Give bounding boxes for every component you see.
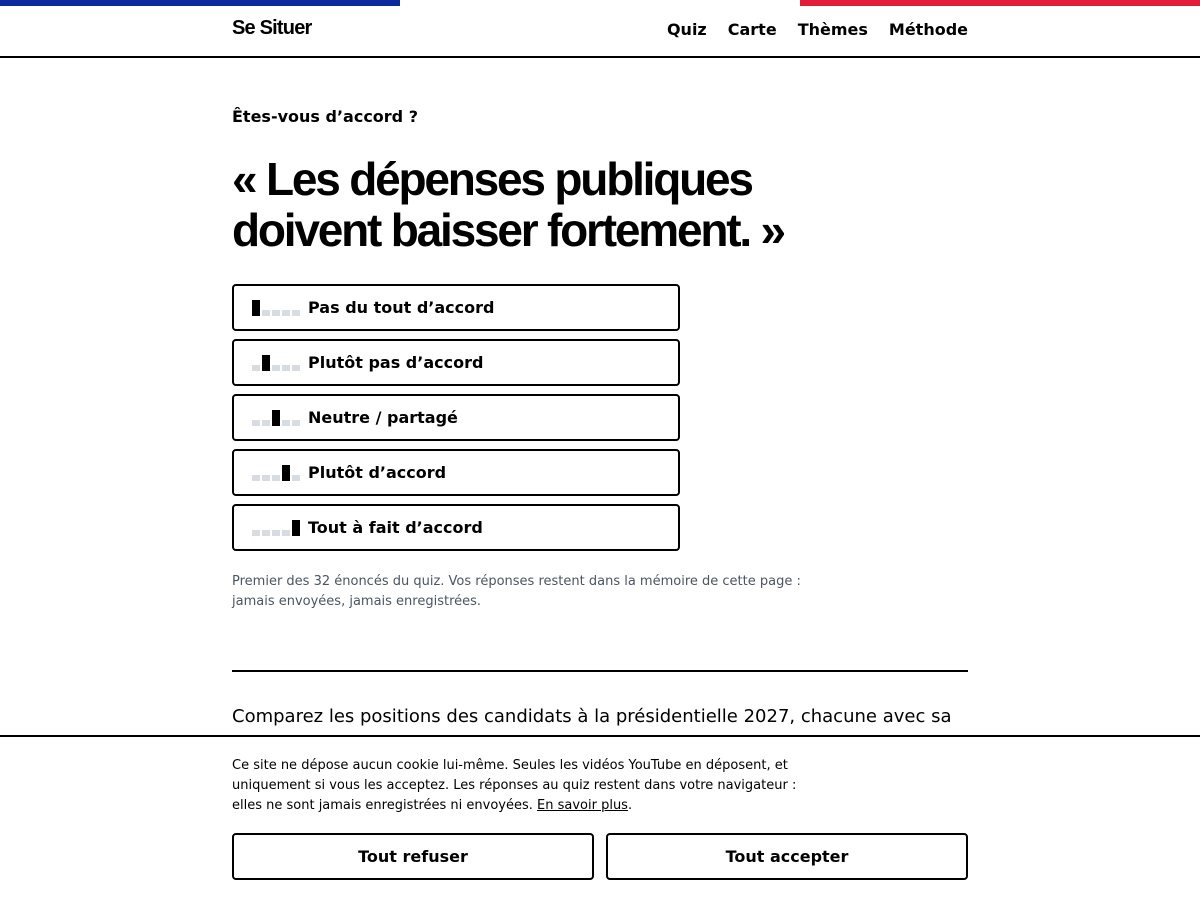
- site-header: [0, 6, 1200, 58]
- agreement-scale-icon: [252, 520, 300, 536]
- agreement-scale-icon: [252, 465, 300, 481]
- agreement-scale-icon: [252, 355, 300, 371]
- option-label: Neutre / partagé: [308, 408, 458, 427]
- agreement-scale-icon: [252, 300, 300, 316]
- cookie-message: Ce site ne dépose aucun cookie lui-même. Seules les vidéos YouTube en déposent, et uniquement si vous les acceptez. Les réponses au quiz restent dans votre navigateur : elles ne sont jamais enregistrées ni envoyées.: [232, 758, 797, 813]
- intro-paragraph: Comparez les positions des candidats à la présidentielle 2027, chacune avec sa: [232, 706, 952, 727]
- answer-options: [232, 284, 680, 559]
- learn-more-link[interactable]: En savoir plus: [537, 798, 628, 813]
- question-kicker: Êtes-vous d’accord ?: [232, 107, 418, 126]
- cookie-text: [232, 756, 812, 816]
- nav-themes[interactable]: Thèmes: [797, 20, 868, 39]
- statement-heading: « Les dépenses publiques doivent baisser fortement. »: [232, 153, 784, 256]
- accept-all-button[interactable]: Tout accepter: [606, 833, 968, 880]
- cookie-actions: [232, 833, 968, 880]
- option-plutot-pas-d-accord[interactable]: [232, 339, 680, 386]
- agreement-scale-icon: [252, 410, 300, 426]
- nav-methode[interactable]: Méthode: [888, 20, 968, 39]
- option-label: Pas du tout d’accord: [308, 298, 495, 317]
- refuse-all-button[interactable]: Tout refuser: [232, 833, 594, 880]
- main-nav: [667, 20, 968, 39]
- section-divider: [232, 670, 968, 672]
- option-label: Tout à fait d’accord: [308, 518, 483, 537]
- option-plutot-d-accord[interactable]: [232, 449, 680, 496]
- site-logo[interactable]: Se Situer: [232, 17, 312, 39]
- option-tout-a-fait-d-accord[interactable]: [232, 504, 680, 551]
- option-neutre-partage[interactable]: [232, 394, 680, 441]
- option-label: Plutôt d’accord: [308, 463, 447, 482]
- nav-quiz[interactable]: Quiz: [666, 20, 707, 39]
- option-pas-du-tout-d-accord[interactable]: [232, 284, 680, 331]
- cookie-period: .: [627, 798, 633, 813]
- privacy-note: Premier des 32 énoncés du quiz. Vos réponses restent dans la mémoire de cette page : jamais envoyées, jamais enregistrées.: [232, 574, 801, 609]
- cookie-banner: [0, 735, 1200, 900]
- nav-carte[interactable]: Carte: [727, 20, 777, 39]
- option-label: Plutôt pas d’accord: [308, 353, 484, 372]
